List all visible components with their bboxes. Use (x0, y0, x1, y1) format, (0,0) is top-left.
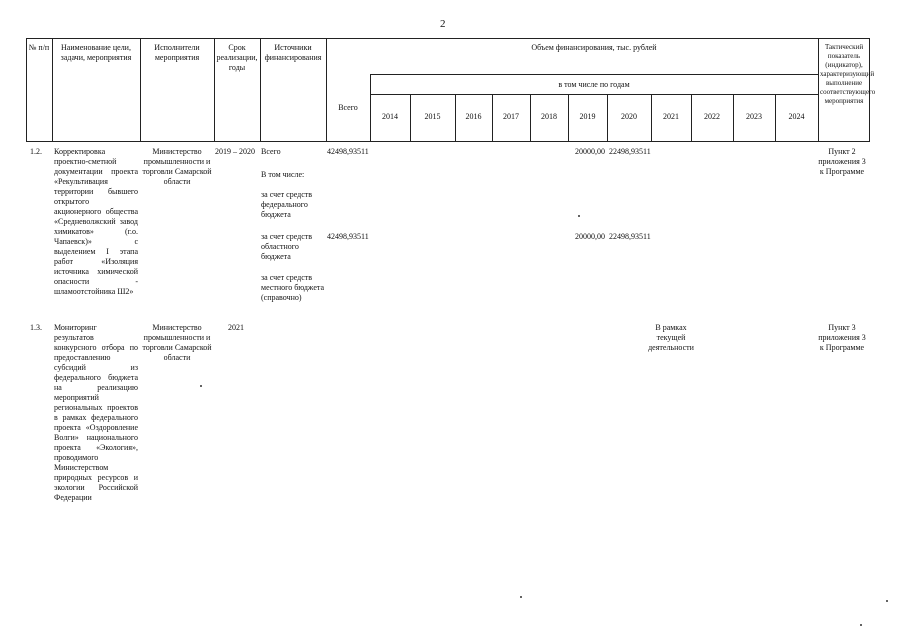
page-number: 2 (440, 18, 446, 30)
header-year: 2019 (579, 112, 596, 121)
source-label: В том числе: (261, 170, 305, 179)
row-term: 2019 – 2020 (215, 147, 255, 156)
header-year: 2020 (621, 112, 637, 121)
header-year: 2015 (424, 112, 441, 121)
row-num: 1.2. (30, 147, 42, 156)
source-2020: 22498,93511 (609, 147, 651, 156)
header-year: 2022 (704, 112, 720, 121)
header-total: Всего (338, 103, 358, 112)
header-year: 2021 (663, 112, 679, 121)
row-indicator: Пункт 3 приложения 3 к Программе (818, 323, 866, 352)
source-2019: 20000,00 (575, 232, 605, 241)
header-year: 2018 (541, 112, 557, 121)
header-num: № п/п (28, 43, 50, 52)
header-divider (52, 38, 53, 142)
header-divider (818, 38, 819, 142)
header-volume: Объем финансирования, тыс. рублей (531, 43, 657, 52)
row-note-2021: В рамках текущей деятельности (648, 323, 694, 352)
header-executors: Исполнители мероприятия (154, 43, 200, 62)
source-label: за счет средств местного бюджета (справочно) (261, 273, 325, 302)
header-year: 2024 (788, 112, 805, 121)
source-total: 42498,93511 (327, 147, 369, 156)
row-num: 1.3. (30, 323, 42, 332)
source-label: за счет средств федерального бюджета (261, 190, 313, 219)
header-divider (326, 38, 327, 142)
row-name: Корректировка проектно-сметной документации проекта «Рекультивация территории бывшего открытого акционерного общества «Средневолжский завод химикатов» (г.о. Чапаевск)» с выделением I этапа работ «Изоляция источника химической опасности - шламоотстойника Ш2» (54, 147, 138, 296)
scan-speck (860, 624, 862, 626)
row-term: 2021 (228, 323, 244, 332)
source-label: за счет средств областного бюджета (261, 232, 313, 261)
header-by-years: в том числе по годам (558, 80, 630, 89)
row-executor: Министерство промышленности и торговли Самарской области (142, 323, 212, 362)
header-term: Срок реализации, годы (216, 43, 258, 72)
header-year: 2017 (503, 112, 519, 121)
header-year: 2016 (465, 112, 482, 121)
header-divider (140, 38, 141, 142)
header-name: Наименование цели, задачи, мероприятия (60, 43, 132, 62)
source-label: Всего (261, 147, 281, 156)
row-name: Мониторинг результатов конкурсного отбора по предоставлению субсидий из федерального бюджета на реализацию мероприятий региональных проектов в рамках федерального проекта «Оздоровление Волги» национального проекта «Экология», проводимого Министерством природных ресурсов и экологии Российской Федерации (54, 323, 138, 502)
source-2019: 20000,00 (575, 147, 605, 156)
header-divider (370, 74, 818, 75)
scan-speck (578, 215, 580, 217)
header-year: 2023 (746, 112, 762, 121)
source-2020: 22498,93511 (609, 232, 651, 241)
scan-speck (520, 596, 522, 598)
header-sources: Источники финансирования (264, 43, 322, 62)
header-indicator: Тактический показатель (индикатор), характеризующий выполнение соответствующего мероприятия (820, 43, 876, 105)
header-year: 2014 (382, 112, 398, 121)
scan-speck (200, 385, 202, 387)
header-divider (370, 94, 818, 95)
source-total: 42498,93511 (327, 232, 369, 241)
scan-speck (886, 600, 888, 602)
row-indicator: Пункт 2 приложения 3 к Программе (818, 147, 866, 176)
row-executor: Министерство промышленности и торговли Самарской области (142, 147, 212, 186)
